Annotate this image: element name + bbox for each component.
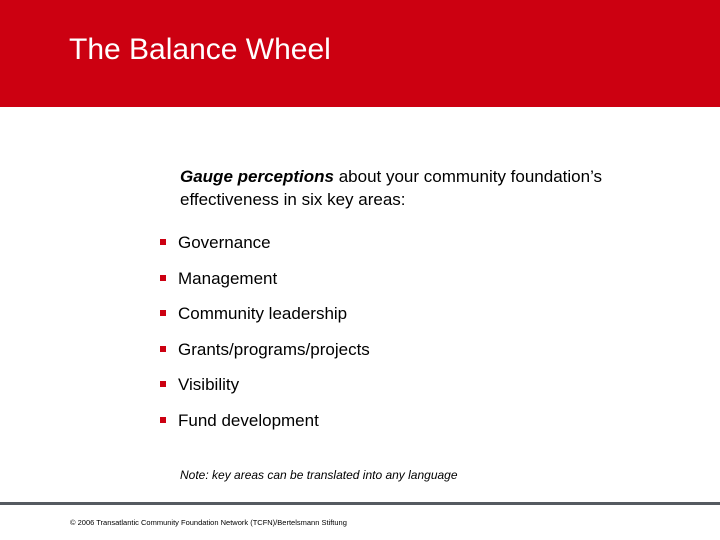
copyright-footer: © 2006 Transatlantic Community Foundation Network (TCFN)/Bertelsmann Stiftung <box>70 518 347 527</box>
list-item-label: Governance <box>178 233 271 252</box>
list-item <box>160 303 370 339</box>
key-areas-list <box>160 232 370 446</box>
footer-divider <box>0 502 720 505</box>
intro-text <box>180 165 620 211</box>
list-item <box>160 339 370 375</box>
translation-note: Note: key areas can be translated into any language <box>180 468 458 482</box>
list-item-label: Grants/programs/projects <box>178 339 370 359</box>
square-bullet-icon <box>160 381 166 387</box>
intro-emphasis: Gauge perceptions <box>180 167 334 186</box>
list-item <box>160 232 370 268</box>
list-item-label: Fund development <box>178 410 319 430</box>
title-banner <box>0 0 720 107</box>
list-item <box>160 268 370 304</box>
square-bullet-icon <box>160 239 166 245</box>
list-item <box>160 374 370 410</box>
square-bullet-icon <box>160 275 166 281</box>
square-bullet-icon <box>160 310 166 316</box>
square-bullet-icon <box>160 417 166 423</box>
list-item-label: Visibility <box>178 375 240 395</box>
list-item-label: Management <box>178 268 278 288</box>
list-item-label: Community leadership <box>178 304 348 324</box>
slide-title: The Balance Wheel <box>69 33 331 66</box>
square-bullet-icon <box>160 346 166 352</box>
list-item <box>160 410 370 446</box>
intro-body: about your community foundation’s effectiveness in six key areas: <box>180 167 603 209</box>
